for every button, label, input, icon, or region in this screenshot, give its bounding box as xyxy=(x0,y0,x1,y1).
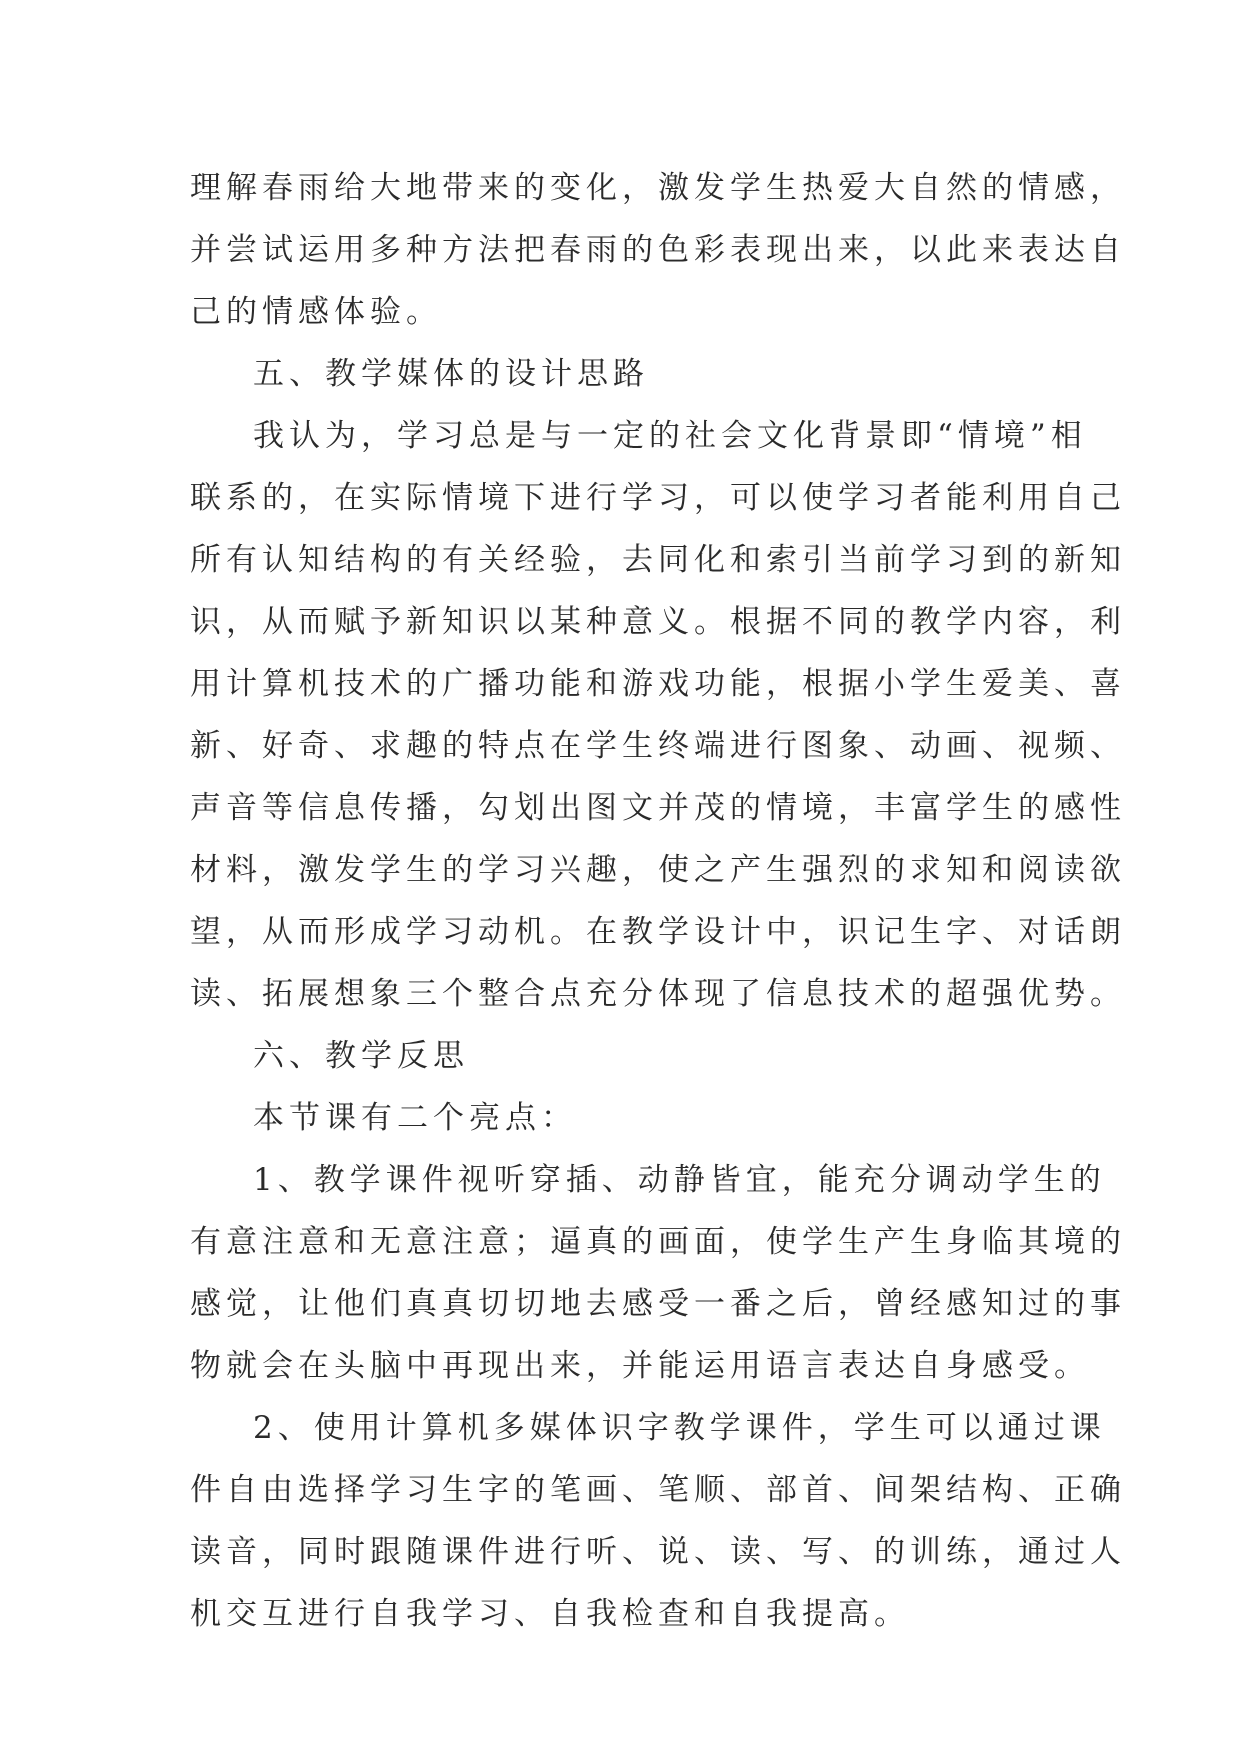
text-line: 所有认知结构的有关经验，去同化和索引当前学习到的新知 xyxy=(190,542,1126,578)
text-line: 读、拓展想象三个整合点充分体现了信息技术的超强优势。 xyxy=(190,976,1126,1012)
text-line: 2、使用计算机多媒体识字教学课件，学生可以通过课 xyxy=(253,1410,1106,1446)
text-line: 我认为，学习总是与一定的社会文化背景即“情境”相 xyxy=(253,418,1087,454)
text-line: 己的情感体验。 xyxy=(190,294,442,330)
text-line: 六、教学反思 xyxy=(253,1038,469,1074)
text-line: 望，从而形成学习动机。在教学设计中，识记生字、对话朗 xyxy=(190,914,1126,950)
text-line: 联系的，在实际情境下进行学习，可以使学习者能利用自己 xyxy=(190,480,1126,516)
text-line: 理解春雨给大地带来的变化，激发学生热爱大自然的情感， xyxy=(190,170,1126,206)
text-line: 物就会在头脑中再现出来，并能运用语言表达自身感受。 xyxy=(190,1348,1090,1384)
text-line: 件自由选择学习生字的笔画、笔顺、部首、间架结构、正确 xyxy=(190,1472,1126,1508)
text-line: 声音等信息传播，勾划出图文并茂的情境，丰富学生的感性 xyxy=(190,790,1126,826)
text-line: 读音，同时跟随课件进行听、说、读、写、的训练，通过人 xyxy=(190,1534,1126,1570)
text-line: 五、教学媒体的设计思路 xyxy=(253,356,649,392)
text-line: 1、教学课件视听穿插、动静皆宜，能充分调动学生的 xyxy=(253,1162,1106,1198)
text-line: 本节课有二个亮点： xyxy=(253,1100,577,1136)
text-line: 材料，激发学生的学习兴趣，使之产生强烈的求知和阅读欲 xyxy=(190,852,1126,888)
text-line: 有意注意和无意注意；逼真的画面，使学生产生身临其境的 xyxy=(190,1224,1126,1260)
body-text xyxy=(190,157,1126,1645)
text-line: 识，从而赋予新知识以某种意义。根据不同的教学内容，利 xyxy=(190,604,1126,640)
text-line: 用计算机技术的广播功能和游戏功能，根据小学生爱美、喜 xyxy=(190,666,1126,702)
text-line: 并尝试运用多种方法把春雨的色彩表现出来，以此来表达自 xyxy=(190,232,1126,268)
text-line: 新、好奇、求趣的特点在学生终端进行图象、动画、视频、 xyxy=(190,728,1126,764)
text-line: 机交互进行自我学习、自我检查和自我提高。 xyxy=(190,1596,910,1632)
text-line: 感觉，让他们真真切切地去感受一番之后，曾经感知过的事 xyxy=(190,1286,1126,1322)
